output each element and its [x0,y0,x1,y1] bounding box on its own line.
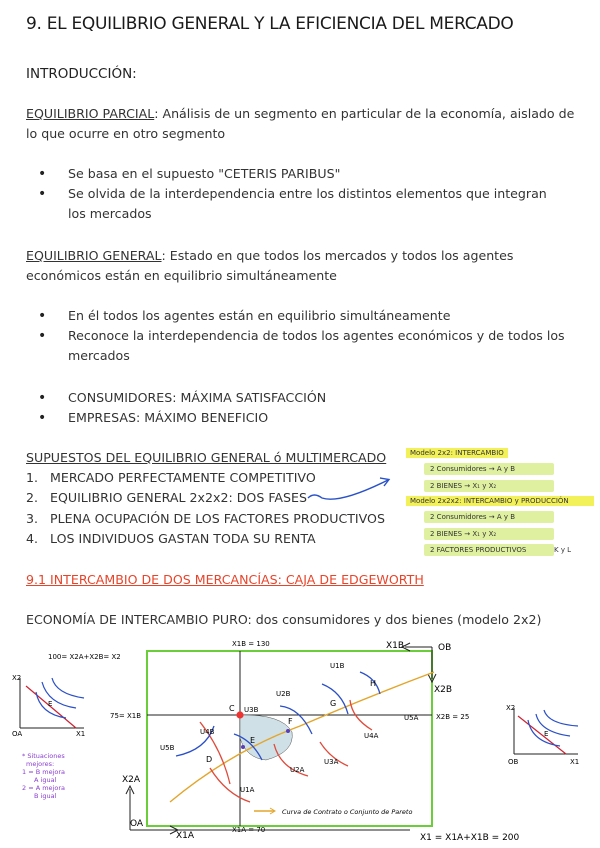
x2b-25-label: X2B = 25 [436,713,470,721]
mini-e-label: E [544,730,549,738]
x2a-label: X2A [122,775,141,785]
mini-ob-label: OB [508,758,519,766]
point-e [241,745,245,749]
model1-line2: 2 BIENES → X₁ y X₂ [424,480,554,492]
supuestos-heading: SUPUESTOS DEL EQUILIBRIO GENERAL ó MULTIMERCADO [26,450,387,465]
list-item: 2. EQUILIBRIO GENERAL 2x2x2: DOS FASES [26,490,307,506]
u2b-label: U2B [276,690,291,698]
x1-total-label: X1 = X1A+X1B = 200 [420,833,520,843]
models-note [402,444,598,564]
x1b-75-label: 75= X1B [110,712,142,720]
mini-x1-label: X1 [570,758,580,766]
mini-x2-label: X2 [12,674,22,682]
arrow-icon [300,470,395,510]
point-d-label: D [206,755,213,764]
oa-label: OA [130,819,144,829]
edgeworth-box [0,634,600,848]
side-note: * Situaciones mejores: 1 = B mejora A igual 2 = A mejora B igual [22,752,66,800]
parcial-definition: : Análisis de un segmento en particular de la economía, aislado de lo que ocurre en otro segmento [26,106,575,141]
ob-label: OB [438,643,452,653]
general-term: EQUILIBRIO GENERAL [26,248,162,263]
list-item: • CONSUMIDORES: MÁXIMA SATISFACCIÓN [26,388,566,408]
u3a-label: U3A [324,758,339,766]
u5a-label: U5A [404,714,419,722]
list-item: • Se basa en el supuesto "CETERIS PARIBUS" [26,164,566,184]
contract-curve [170,672,434,802]
general-bullets-2 [26,388,566,428]
lens-area [240,715,292,760]
intro-heading: INTRODUCCIÓN: [26,66,137,82]
general-paragraph [26,246,581,286]
u4a-label: U4A [364,732,379,740]
mini-x1-label: X1 [76,730,86,738]
contract-curve-label: Curva de Contrato o Conjunto de Pareto [282,808,413,816]
u1b-label: U1B [330,662,345,670]
u5b-label: U5B [160,744,175,752]
list-item: • Reconoce la interdependencia de todos los agentes económicos y de todos los mercados [26,326,566,366]
list-item: 3. PLENA OCUPACIÓN DE LOS FACTORES PRODUCTIVOS [26,510,385,526]
mini-oa-label: OA [12,730,23,738]
general-bullets [26,306,566,366]
mini-e-label: E [48,700,53,708]
economia-text: ECONOMÍA DE INTERCAMBIO PURO: dos consumidores y dos bienes (modelo 2x2) [26,612,542,627]
x1a-value-label: X1A = 70 [232,826,266,834]
model2-line2: 2 BIENES → X₁ y X₂ [424,528,554,540]
list-item: • EMPRESAS: MÁXIMO BENEFICIO [26,408,566,428]
list-item: 1. MERCADO PERFECTAMENTE COMPETITIVO [26,470,316,485]
point-f [286,729,290,733]
list-item: 4. LOS INDIVIDUOS GASTAN TODA SU RENTA [26,530,316,546]
model1-title: Modelo 2x2: INTERCAMBIO [406,448,508,458]
list-item: • En él todos los agentes están en equilibrio simultáneamente [26,306,566,326]
x1b-value-label: X1B = 130 [232,640,270,648]
point-g-label: G [330,699,337,708]
x2b-label: X2B [434,685,453,695]
list-item: • Se olvida de la interdependencia entre los distintos elementos que integran los mercados [26,184,566,224]
u3b-label: U3B [244,706,259,714]
x1a-label: X1A [176,831,195,841]
model2-title: Modelo 2x2x2: INTERCAMBIO y PRODUCCIÓN [406,496,594,506]
u1a-label: U1A [240,786,255,794]
u2a-label: U2A [290,766,305,774]
point-c-label: C [229,704,235,713]
model1-line1: 2 Consumidores → A y B [424,463,554,475]
general-definition: : Estado en que todos los mercados y todos los agentes económicos están en equilibrio simultáneamente [26,248,514,283]
model2-line1: 2 Consumidores → A y B [424,511,554,523]
point-c [236,711,243,718]
point-e-label: E [250,736,256,745]
section-heading: 9.1 INTERCAMBIO DE DOS MERCANCÍAS: CAJA DE EDGEWORTH [26,572,424,587]
model2-line3b: K y L [554,546,572,554]
x1b-label: X1B [386,641,405,651]
point-h-label: H [370,679,377,688]
model2-line3: 2 FACTORES PRODUCTIVOS [424,544,554,556]
parcial-paragraph [26,104,581,144]
point-f-label: F [288,717,293,726]
u4b-label: U4B [200,728,215,736]
parcial-bullets [26,164,566,224]
mini-x2-label: X2 [506,704,516,712]
page-title: 9. EL EQUILIBRIO GENERAL Y LA EFICIENCIA DEL MERCADO [26,14,514,34]
x2-total-label: 100= X2A+X2B= X2 [48,653,121,661]
parcial-term: EQUILIBRIO PARCIAL [26,106,155,121]
